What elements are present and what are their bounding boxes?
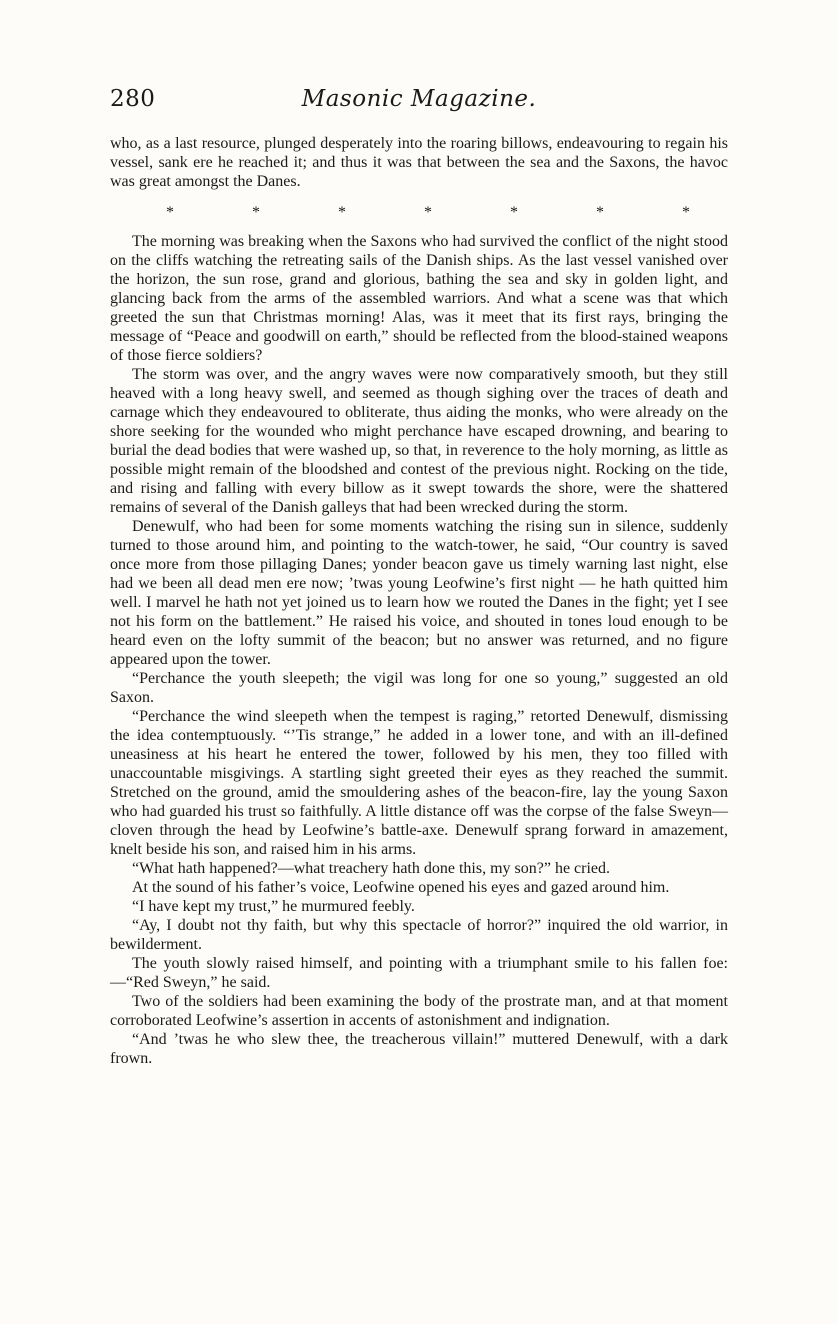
paragraph: “And ’twas he who slew thee, the treacherous villain!” muttered Denewulf, with a dark frown. [110, 1031, 728, 1067]
paragraph: At the sound of his father’s voice, Leofwine opened his eyes and gazed around him. [132, 879, 670, 896]
article-body [110, 134, 728, 1068]
paragraph-continuation: who, as a last resource, plunged desperately into the roaring billows, endeavouring to regain his vessel, sank ere he reached it; and thus it was that between the sea and the Saxons, the havoc was great amongst the Danes. [110, 135, 728, 190]
paragraph: “What hath happened?—what treachery hath done this, my son?” he cried. [132, 860, 611, 877]
asterism: * [338, 204, 346, 221]
asterism: * [252, 204, 260, 221]
paragraph: “Ay, I doubt not thy faith, but why this spectacle of horror?” inquired the old warrior, in bewilderment. [110, 917, 728, 953]
paragraph: “Perchance the youth sleepeth; the vigil was long for one so young,” suggested an old Saxon. [110, 670, 728, 706]
asterism: * [596, 204, 604, 221]
running-title: Masonic Magazine. [301, 86, 537, 112]
paragraph: The youth slowly raised himself, and pointing with a triumphant smile to his fallen foe:—“Red Sweyn,” he said. [110, 955, 728, 991]
paragraph: Denewulf, who had been for some moments watching the rising sun in silence, suddenly turned to those around him, and pointing to the watch-tower, he said, “Our country is saved once more from those pillaging Danes; yonder beacon gave us timely warning last night, else had we been all dead men ere now; ’twas young Leofwine’s first night — he hath quitted him well. I marvel he hath not yet joined us to learn how we routed the Danes in the fight; yet I see not his form on the battlement.” He raised his voice, and shouted in tones loud enough to be heard even on the lofty summit of the beacon; but no answer was returned, and no figure appeared upon the tower. [110, 518, 728, 668]
paragraph: The morning was breaking when the Saxons who had survived the conflict of the night stood on the cliffs watching the retreating sails of the Danish ships. As the last vessel vanished over the horizon, the sun rose, grand and glorious, bathing the sea and sky in golden light, and glancing back from the arms of the assembled warriors. And what a scene was that which greeted the sun that Christmas morning! Alas, was it meet that its first rays, bringing the message of “Peace and goodwill on earth,” should be reflected from the blood-stained weapons of those fierce soldiers? [110, 233, 728, 364]
page-number: 280 [110, 86, 156, 112]
asterism: * [424, 204, 432, 221]
paragraph: Two of the soldiers had been examining the body of the prostrate man, and at that moment corroborated Leofwine’s assertion in accents of astonishment and indignation. [110, 993, 728, 1029]
paragraph: “Perchance the wind sleepeth when the tempest is raging,” retorted Denewulf, dismissing the idea contemptuously. “’Tis strange,” he added in a lower tone, and with an ill-defined uneasiness at his heart he entered the tower, followed by his men, they too filled with unaccountable misgivings. A startling sight greeted their eyes as they reached the summit. Stretched on the ground, amid the smouldering ashes of the beacon-fire, lay the young Saxon who had guarded his trust so faithfully. A little distance off was the corpse of the false Sweyn—cloven through the head by Leofwine’s battle-axe. Denewulf sprang forward in amazement, knelt beside his son, and raised him in his arms. [110, 708, 728, 858]
paragraph: The storm was over, and the angry waves were now comparatively smooth, but they still heaved with a long heavy swell, and seemed as though sighing over the traces of death and carnage which they endeavoured to obliterate, thus aiding the monks, who were already on the shore seeking for the wounded who might perchance have escaped drowning, and bearing to burial the dead bodies that were washed up, so that, in reverence to the holy morning, as little as possible might remain of the bloodshed and contest of the previous night. Rocking on the tide, and rising and falling with every billow as it swept towards the shore, were the shattered remains of several of the Danish galleys that had been wrecked during the storm. [110, 366, 728, 516]
asterism: * [510, 204, 518, 221]
paragraph: “I have kept my trust,” he murmured feebly. [132, 898, 415, 915]
asterism: * [166, 204, 174, 221]
asterism: * [682, 204, 690, 221]
page-header [110, 86, 728, 116]
section-break [110, 203, 728, 222]
